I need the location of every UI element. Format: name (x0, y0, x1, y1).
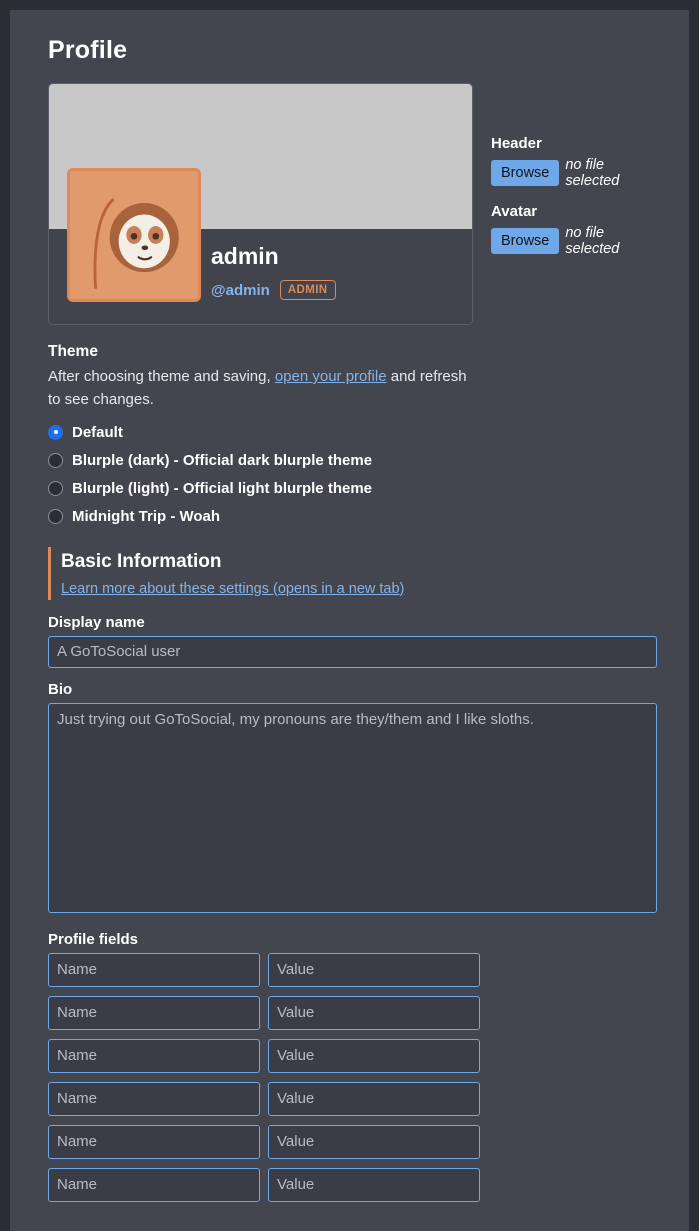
profile-field-name-input[interactable] (48, 1082, 260, 1116)
theme-option-label: Blurple (light) - Official light blurple theme (72, 479, 372, 497)
profile-field-row (48, 1168, 651, 1202)
profile-field-name-input[interactable] (48, 996, 260, 1030)
theme-description-after: and refresh to see changes. (48, 368, 467, 409)
theme-description-before: After choosing theme and saving, (48, 368, 275, 385)
profile-field-name-input[interactable] (48, 1125, 260, 1159)
header-file-status: no file selected (565, 157, 620, 189)
profile-field-row (48, 996, 651, 1030)
profile-field-name-input[interactable] (48, 953, 260, 987)
preview-handle-row (211, 280, 472, 300)
profile-field-row (48, 1082, 651, 1116)
avatar-upload-label: Avatar (491, 203, 538, 220)
basic-information-title: Basic Information (61, 550, 222, 572)
bio-label: Bio (48, 680, 73, 698)
profile-settings-page (10, 10, 689, 1231)
profile-field-name-input[interactable] (48, 1168, 260, 1202)
profile-field-value-input[interactable] (268, 1039, 480, 1073)
bio-textarea[interactable] (48, 703, 657, 913)
theme-option-label: Blurple (dark) - Official dark blurple theme (72, 451, 373, 469)
profile-field-value-input[interactable] (268, 953, 480, 987)
theme-option-blurple-light[interactable] (48, 480, 651, 497)
profile-preview-and-uploads (48, 83, 651, 325)
open-your-profile-link[interactable]: open your profile (274, 368, 387, 385)
learn-more-link[interactable]: Learn more about these settings (opens in a new tab) (61, 580, 405, 597)
basic-information-fieldset (48, 547, 651, 600)
theme-option-label: Default (72, 423, 123, 441)
header-upload-row (491, 157, 651, 189)
profile-field-row (48, 1125, 651, 1159)
profile-field-value-input[interactable] (268, 1082, 480, 1116)
radio-icon[interactable] (48, 481, 63, 496)
radio-icon[interactable] (48, 509, 63, 524)
radio-icon[interactable] (48, 453, 63, 468)
theme-label: Theme (48, 343, 98, 360)
display-name-label: Display name (48, 613, 145, 631)
theme-description (48, 365, 478, 412)
profile-preview-card (48, 83, 473, 325)
preview-handle: @admin (211, 281, 270, 299)
sloth-avatar-icon (70, 171, 198, 299)
theme-option-label: Midnight Trip - Woah (72, 507, 221, 525)
profile-field-name-input[interactable] (48, 1039, 260, 1073)
theme-option-midnight-trip[interactable] (48, 508, 651, 525)
preview-display-name: admin (211, 243, 279, 269)
theme-option-default[interactable] (48, 424, 651, 441)
avatar-upload-row (491, 225, 651, 257)
profile-field-row (48, 953, 651, 987)
header-browse-button[interactable]: Browse (491, 160, 559, 186)
profile-field-row (48, 1039, 651, 1073)
profile-field-value-input[interactable] (268, 1168, 480, 1202)
upload-controls (491, 83, 651, 271)
theme-option-blurple-dark[interactable] (48, 452, 651, 469)
profile-fields-label: Profile fields (48, 930, 139, 948)
status-badge: ADMIN (280, 280, 336, 300)
header-upload-label: Header (491, 135, 542, 152)
avatar-browse-button[interactable]: Browse (491, 228, 559, 254)
avatar (67, 168, 201, 302)
radio-icon[interactable] (48, 425, 63, 440)
page-title: Profile (48, 36, 128, 64)
display-name-input[interactable] (48, 636, 657, 668)
profile-field-value-input[interactable] (268, 996, 480, 1030)
avatar-file-status: no file selected (565, 225, 620, 257)
profile-field-value-input[interactable] (268, 1125, 480, 1159)
